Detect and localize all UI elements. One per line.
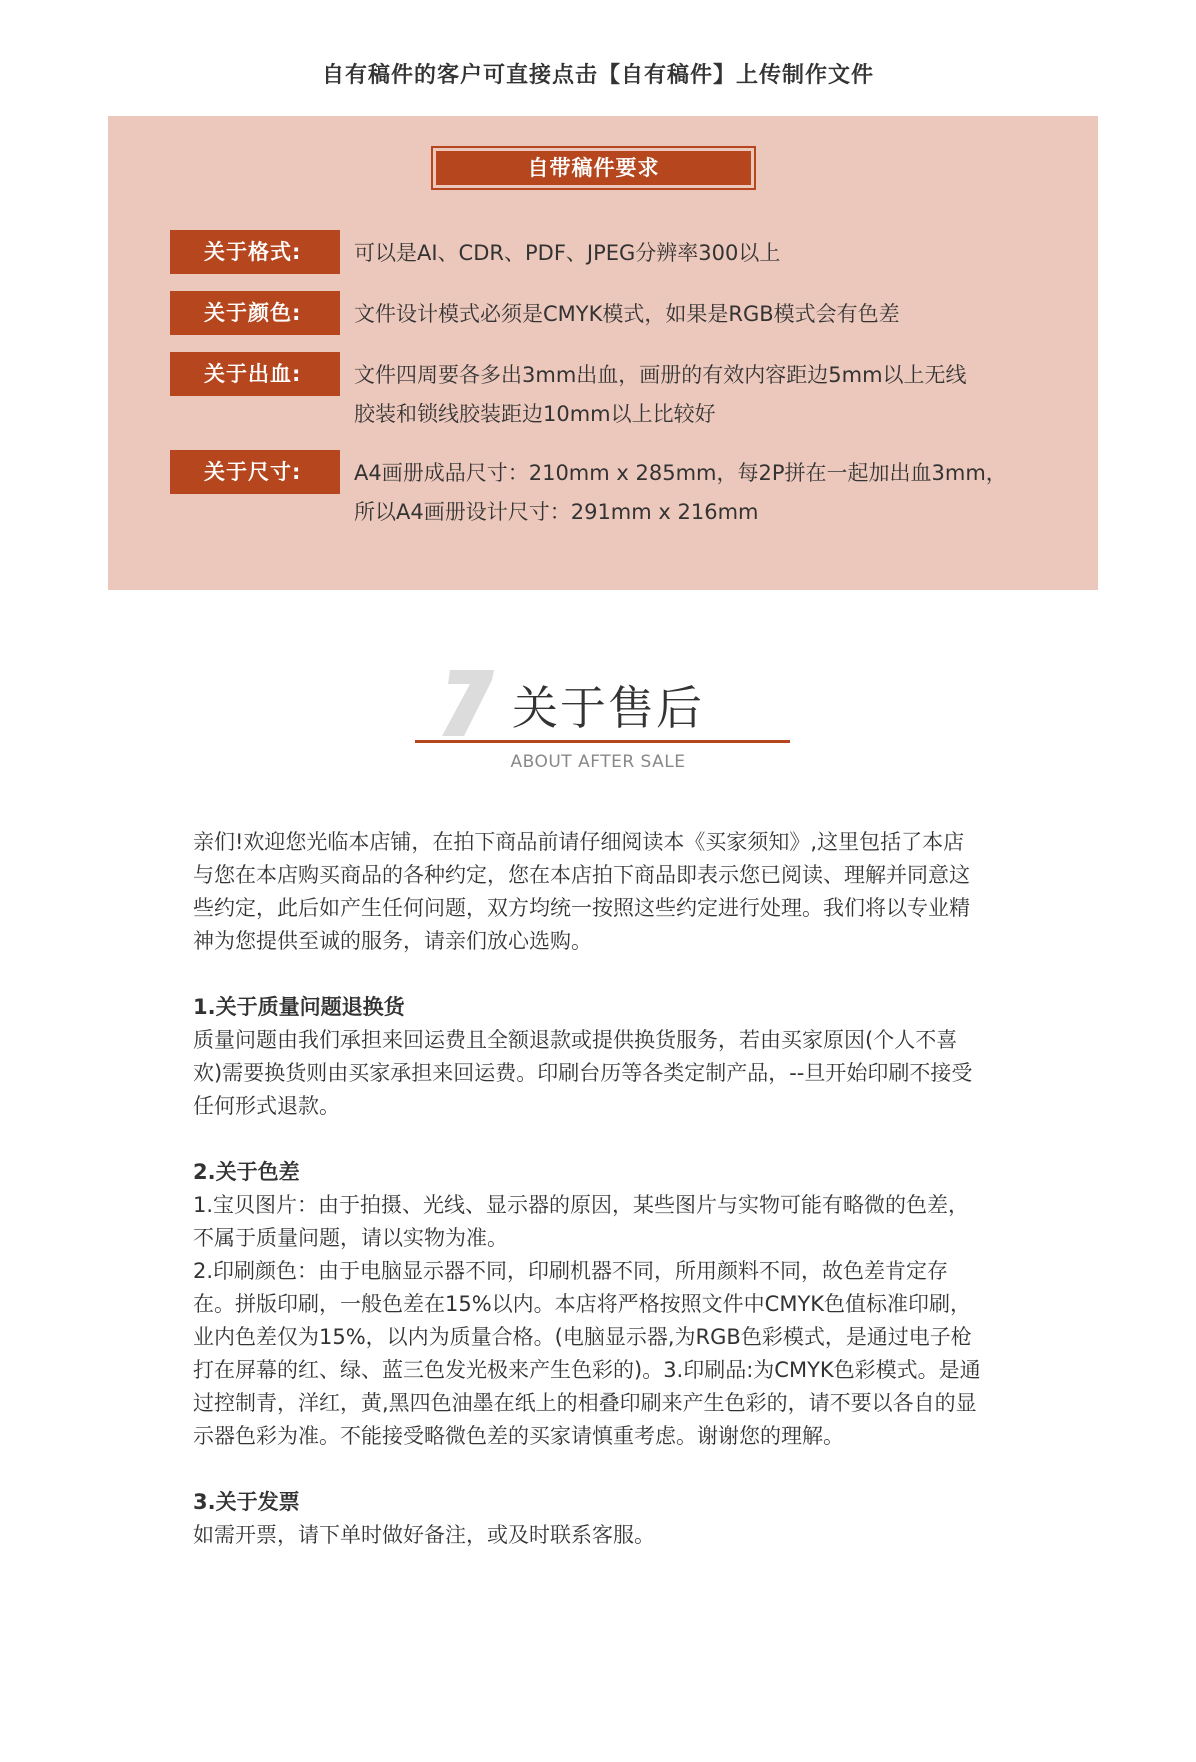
color-line: 2.印刷颜色：由于电脑显示器不同，印刷机器不同，所用颜料不同，故色差肯定存 bbox=[193, 1259, 949, 1283]
after-sale-section-header bbox=[0, 660, 1196, 780]
intro-line: 亲们!欢迎您光临本店铺，在拍下商品前请仔细阅读本《买家须知》,这里包括了本店 bbox=[193, 830, 965, 854]
requirement-line: 文件设计模式必须是CMYK模式，如果是RGB模式会有色差 bbox=[354, 302, 900, 326]
section-title: 关于售后 bbox=[512, 681, 704, 735]
color-heading: 2.关于色差 bbox=[193, 1160, 300, 1184]
requirement-line: 可以是AI、CDR、PDF、JPEG分辨率300以上 bbox=[354, 241, 781, 265]
requirement-label-size: 关于尺寸: bbox=[170, 450, 340, 494]
requirement-text-bleed bbox=[354, 356, 1054, 434]
color-line: 1.宝贝图片：由于拍摄、光线、显示器的原因，某些图片与实物可能有略微的色差， bbox=[193, 1193, 970, 1217]
section-subtitle: ABOUT AFTER SALE bbox=[510, 752, 686, 772]
requirements-title: 自带稿件要求 bbox=[436, 151, 751, 185]
requirement-label-format: 关于格式: bbox=[170, 230, 340, 274]
number-seven-icon bbox=[436, 666, 496, 738]
requirement-line: A4画册成品尺寸：210mm x 285mm，每2P拼在一起加出血3mm， bbox=[354, 461, 1007, 485]
requirement-text-size bbox=[354, 454, 1054, 532]
requirement-line: 所以A4画册设计尺寸：291mm x 216mm bbox=[354, 500, 759, 524]
invoice-line: 如需开票，请下单时做好备注，或及时联系客服。 bbox=[193, 1523, 655, 1547]
requirements-panel bbox=[108, 116, 1098, 590]
color-line: 不属于质量问题，请以实物为准。 bbox=[193, 1226, 508, 1250]
quality-line: 欢)需要换货则由买家承担来回运费。印刷台历等各类定制产品，--旦开始印刷不接受 bbox=[193, 1061, 973, 1085]
requirement-line: 文件四周要各多出3mm出血，画册的有效内容距边5mm以上无线 bbox=[354, 363, 967, 387]
requirement-line: 胶装和锁线胶装距边10mm以上比较好 bbox=[354, 402, 716, 426]
invoice-heading: 3.关于发票 bbox=[193, 1490, 300, 1514]
quality-line: 质量问题由我们承担来回运费且全额退款或提供换货服务，若由买家原因(个人不喜 bbox=[193, 1028, 958, 1052]
color-line: 业内色差仅为15%，以内为质量合格。(电脑显示器,为RGB色彩模式，是通过电子枪 bbox=[193, 1325, 972, 1349]
intro-line: 些约定，此后如产生任何问题，双方均统一按照这些约定进行处理。我们将以专业精 bbox=[193, 896, 970, 920]
requirement-text-color bbox=[354, 295, 1054, 334]
quality-heading: 1.关于质量问题退换货 bbox=[193, 995, 405, 1019]
after-sale-article bbox=[193, 826, 1043, 1552]
intro-line: 与您在本店购买商品的各种约定，您在本店拍下商品即表示您已阅读、理解并同意这 bbox=[193, 863, 970, 887]
color-line: 示器色彩为准。不能接受略微色差的买家请慎重考虑。谢谢您的理解。 bbox=[193, 1424, 844, 1448]
requirement-label-color: 关于颜色: bbox=[170, 291, 340, 335]
quality-line: 任何形式退款。 bbox=[193, 1094, 340, 1118]
top-note: 自有稿件的客户可直接点击【自有稿件】上传制作文件 bbox=[321, 63, 874, 88]
requirements-title-frame bbox=[431, 146, 756, 190]
color-line: 过控制青，洋红，黄,黑四色油墨在纸上的相叠印刷来产生色彩的，请不要以各自的显 bbox=[193, 1391, 977, 1415]
color-line: 在。拼版印刷，一般色差在15%以内。本店将严格按照文件中CMYK色值标准印刷， bbox=[193, 1292, 972, 1316]
color-line: 打在屏幕的红、绿、蓝三色发光极来产生色彩的)。3.印刷品:为CMYK色彩模式。是通 bbox=[193, 1358, 981, 1382]
intro-line: 神为您提供至诚的服务，请亲们放心选购。 bbox=[193, 929, 592, 953]
requirement-text-format bbox=[354, 234, 1054, 273]
requirement-label-bleed: 关于出血: bbox=[170, 352, 340, 396]
section-underline bbox=[415, 740, 790, 743]
